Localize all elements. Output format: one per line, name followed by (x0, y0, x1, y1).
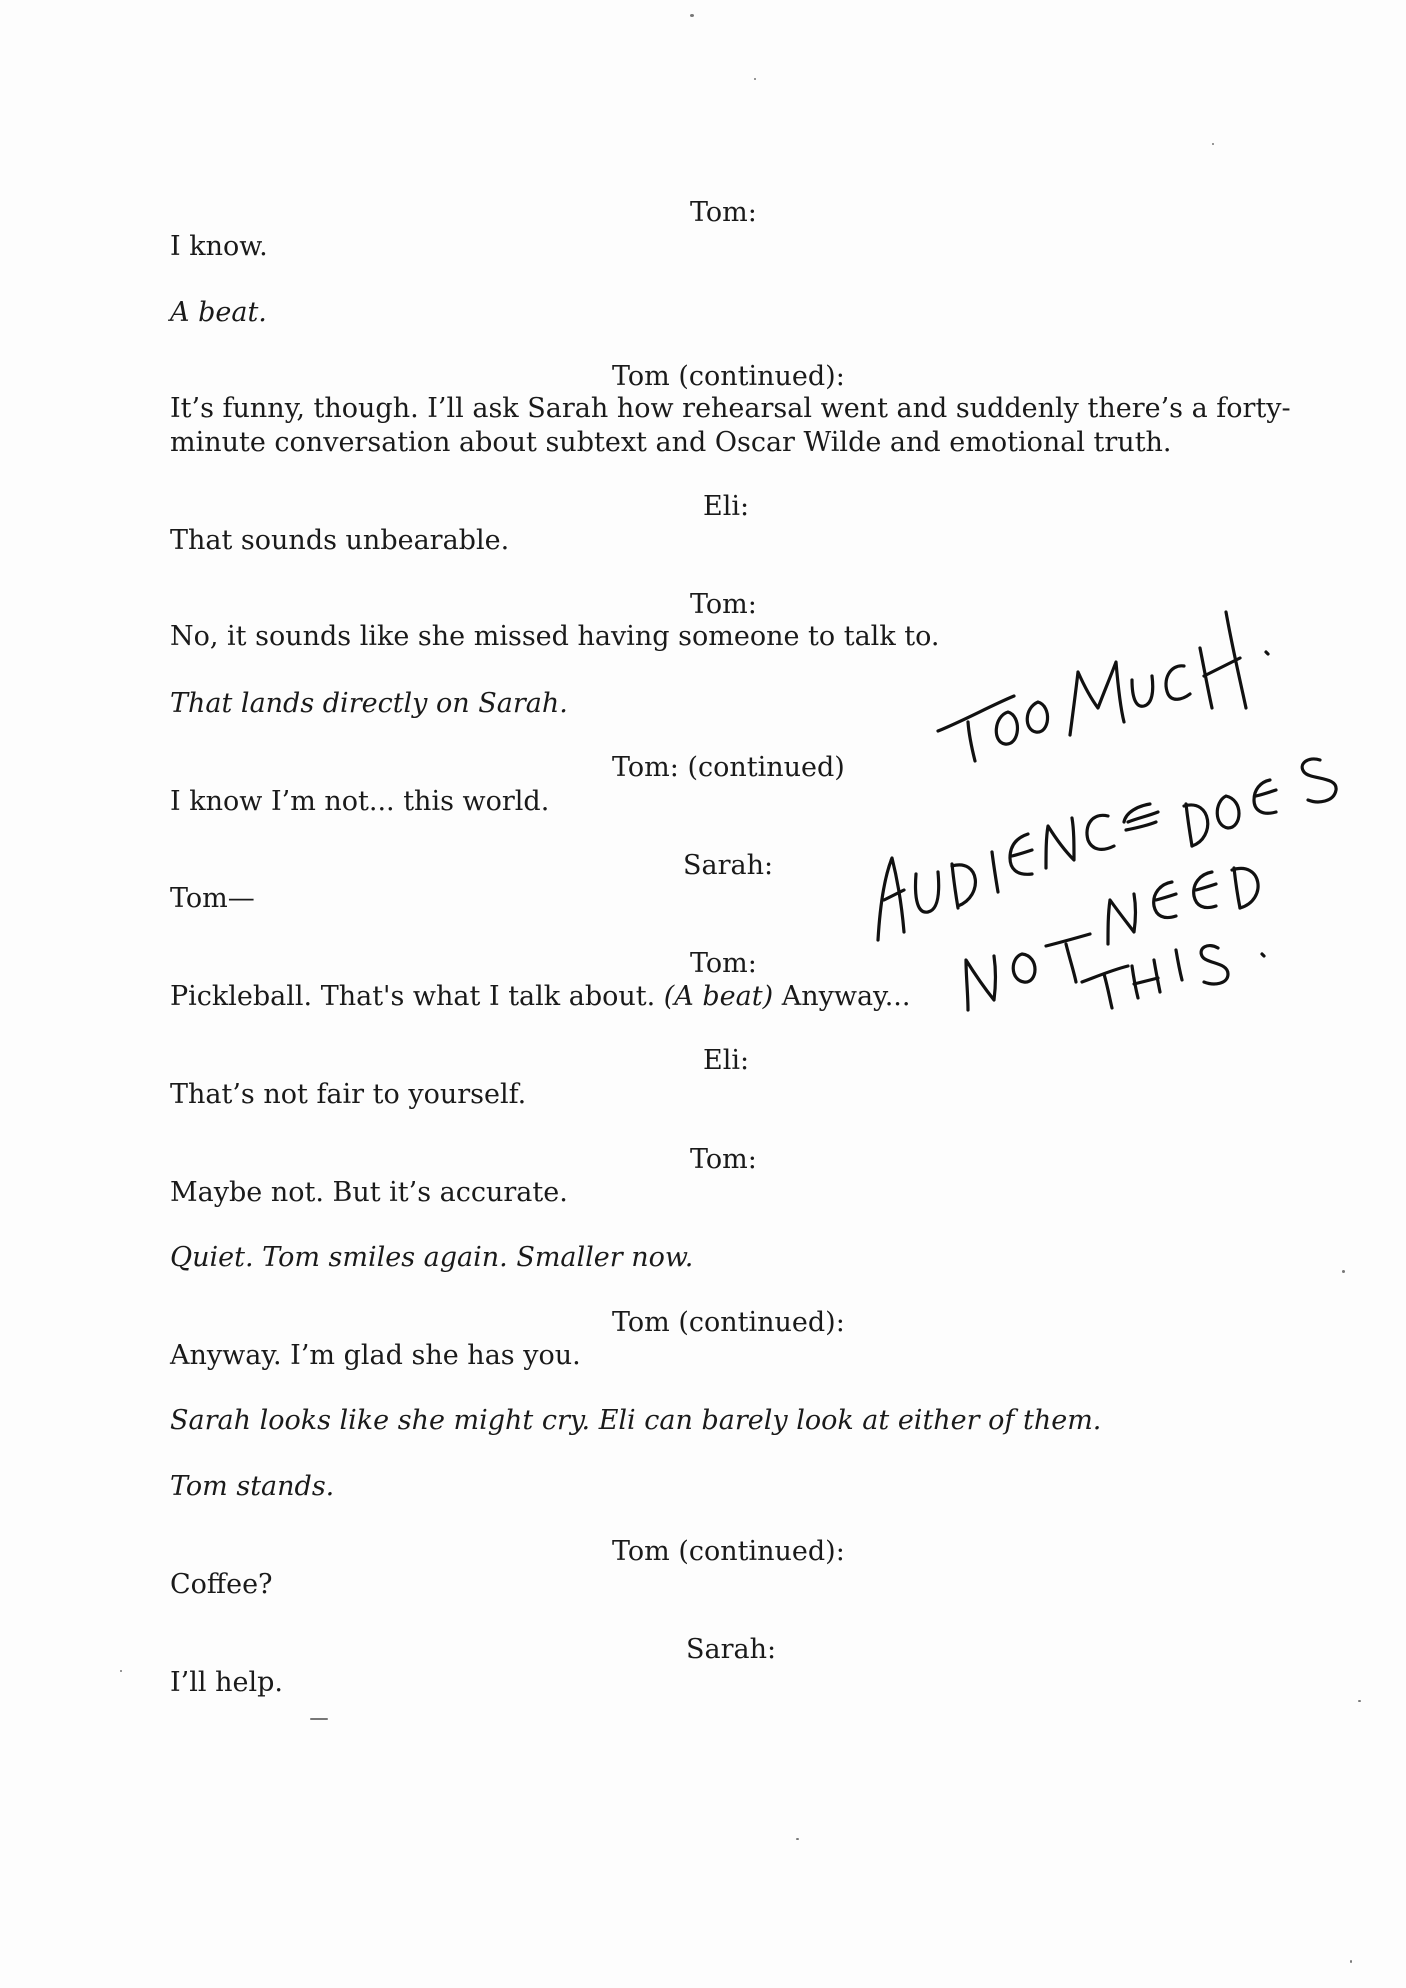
scan-speck (1358, 1700, 1361, 1702)
dialogue-line: Anyway. I’m glad she has you. (170, 1340, 581, 1371)
dialogue-line: I know. (170, 231, 268, 262)
stage-direction: Tom stands. (170, 1471, 335, 1502)
character-name: Tom: (continued) (612, 752, 845, 783)
dialogue-line: I know I’m not... this world. (170, 786, 550, 817)
character-name: Sarah: (683, 850, 774, 881)
character-name: Sarah: (686, 1634, 777, 1665)
dialogue-text: Anyway... (773, 981, 911, 1012)
dialogue-line: That sounds unbearable. (170, 525, 510, 556)
dialogue-line: That’s not fair to yourself. (170, 1079, 527, 1110)
stage-direction: Quiet. Tom smiles again. Smaller now. (170, 1242, 694, 1273)
scan-speck (690, 14, 694, 17)
scan-speck (754, 78, 756, 80)
dialogue-line: Tom— (170, 883, 255, 914)
parenthetical-direction: (A beat) (663, 981, 774, 1012)
character-name: Tom (continued): (612, 1536, 845, 1567)
scan-speck (1350, 1960, 1352, 1963)
dialogue-line: It’s funny, though. I’ll ask Sarah how rehearsal went and suddenly there’s a forty-minute conversation about subtext and Oscar Wilde and emotional truth. (170, 393, 1291, 458)
character-name: Tom: (690, 589, 757, 620)
character-name: Tom: (690, 948, 757, 979)
dialogue-line (170, 980, 910, 1014)
character-name: Tom: (690, 1144, 757, 1175)
dialogue-line: Maybe not. But it’s accurate. (170, 1177, 568, 1208)
character-name: Tom (continued): (612, 1307, 845, 1338)
stage-direction: Sarah looks like she might cry. Eli can barely look at either of them. (170, 1405, 1102, 1436)
dialogue-line: I’ll help. (170, 1667, 283, 1698)
stage-direction: That lands directly on Sarah. (170, 688, 568, 719)
scan-speck (796, 1838, 799, 1840)
dialogue-line: Coffee? (170, 1569, 273, 1600)
dialogue-line: No, it sounds like she missed having someone to talk to. (170, 621, 940, 652)
scan-speck (120, 1670, 122, 1672)
character-name: Tom: (690, 197, 757, 228)
character-name: Eli: (703, 1045, 750, 1076)
character-name: Tom (continued): (612, 361, 845, 392)
dialogue-text: Pickleball. That's what I talk about. (170, 981, 664, 1012)
stage-direction: A beat. (170, 297, 267, 328)
scan-speck (1342, 1270, 1345, 1273)
scan-speck (310, 1718, 328, 1720)
character-name: Eli: (703, 491, 750, 522)
scan-speck (1212, 143, 1214, 145)
